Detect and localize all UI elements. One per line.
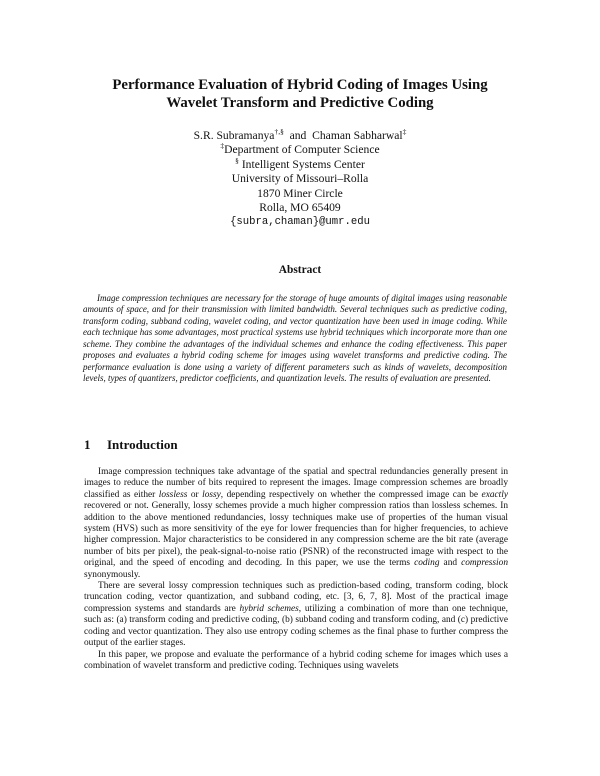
p1-text-f: synonymously. bbox=[84, 569, 141, 580]
author-name-1: S.R. Subramanya bbox=[193, 129, 275, 142]
p2-term-hybrid-schemes: hybrid schemes bbox=[239, 603, 299, 614]
abstract-body: Image compression techniques are necessary for the storage of huge amounts of digital images using reasonable amounts of space, and for their transmission with limited bandwidth. Several techniques such as predictive coding, transform coding, subband coding, wavelet coding, and vector quantization have been used in image coding. While each technique has some advantages, most practical systems use hybrid techniques which incorporate more than one scheme. They combine the advantages of the individual schemes and enhance the coding effectiveness. This paper proposes and evaluates a hybrid coding scheme for images using wavelet transforms and predictive coding. The performance evaluation is done using a variety of different parameters such as kinds of wavelets, decomposition levels, types of quantizers, predictor coefficients, and quantization levels. The results of evaluation are presented. bbox=[83, 293, 507, 384]
title-line-1: Performance Evaluation of Hybrid Coding of Images Using bbox=[112, 77, 488, 93]
p2-text-b: , utilizing a combination of more than one technique, such as: (a) transform coding and predictive coding, (b) subband coding and transform coding, and (c) predictive coding and vector quantization. They also use entropy coding schemes as the final phase to further compress the output of the earlier stages. bbox=[84, 603, 508, 649]
affiliation-center bbox=[100, 155, 500, 172]
author-2-affiliation-mark: ‡ bbox=[402, 127, 407, 137]
affiliation-department bbox=[100, 143, 500, 157]
author-1-affiliation-mark: †,§ bbox=[274, 127, 284, 137]
author-email: {subra,chaman}@umr.edu bbox=[230, 216, 370, 229]
title-line-2: Wavelet Transform and Predictive Coding bbox=[166, 95, 434, 111]
section-number: 1 bbox=[84, 437, 91, 452]
intro-paragraph-2 bbox=[84, 581, 508, 649]
p1-term-compression: compression bbox=[461, 558, 508, 569]
intro-paragraph-1 bbox=[84, 467, 508, 581]
section-heading-introduction bbox=[84, 437, 178, 453]
p1-term-lossless: lossless bbox=[158, 489, 188, 500]
p2-text-a: There are several lossy compression techniques such as prediction-based coding, transform coding, block truncation coding, vector quantization, and subband coding, etc. [3, 6, 7, 8]. Most of the practical image compression systems and standards are bbox=[84, 581, 508, 614]
abstract-heading: Abstract bbox=[278, 264, 322, 276]
paper-title bbox=[40, 76, 560, 112]
affiliation-university: University of Missouri–Rolla bbox=[231, 172, 369, 186]
p1-text-b: or bbox=[187, 489, 203, 500]
section-title: Introduction bbox=[107, 437, 178, 452]
author-name-2: and Chaman Sabharwal bbox=[283, 129, 403, 142]
affiliation-city: Rolla, MO 65409 bbox=[259, 201, 341, 215]
p1-text-e: and bbox=[439, 558, 462, 569]
intro-paragraph-3: In this paper, we propose and evaluate the performance of a hybrid coding scheme for images which uses a combination of wavelet transform and predictive coding. Techniques using wavelets bbox=[84, 649, 508, 671]
p1-term-lossy: lossy bbox=[202, 489, 221, 500]
p1-text-d: recovered or not. Generally, lossy schemes provide a much higher compression ratios than lossless schemes. In addition to the above mentioned redundancies, lossy techniques make use of properties of the human visual system (HVS) such as more sensitivity of the eye for lower frequencies than for higher frequencies, to achieve higher compression. Major characteristics to be considered in any compression scheme are the bit rate (average number of bits per pixel), the peak-signal-to-noise ratio (PSNR) of the reconstructed image with respect to the original, and the speed of encoding and decoding. In this paper, we use the terms bbox=[84, 501, 508, 569]
p1-term-exactly: exactly bbox=[481, 489, 508, 500]
center-mark: § bbox=[235, 155, 239, 165]
department-mark: ‡ bbox=[220, 141, 225, 151]
p1-text-a: Image compression techniques take advantage of the spatial and spectral redundancies generally present in images to reduce the number of bits required to represent the images. Image compression schemes are broadly classified as either bbox=[84, 467, 508, 500]
author-names bbox=[100, 129, 500, 143]
center-name: Intelligent Systems Center bbox=[238, 157, 365, 171]
p1-term-coding: coding bbox=[414, 558, 440, 569]
introduction-body bbox=[84, 467, 508, 672]
department-name: Department of Computer Science bbox=[224, 143, 380, 157]
abstract-text bbox=[83, 293, 507, 385]
p1-text-c: , depending respectively on whether the compressed image can be bbox=[220, 489, 482, 500]
affiliation-street: 1870 Miner Circle bbox=[257, 186, 343, 200]
author-block bbox=[100, 129, 500, 230]
